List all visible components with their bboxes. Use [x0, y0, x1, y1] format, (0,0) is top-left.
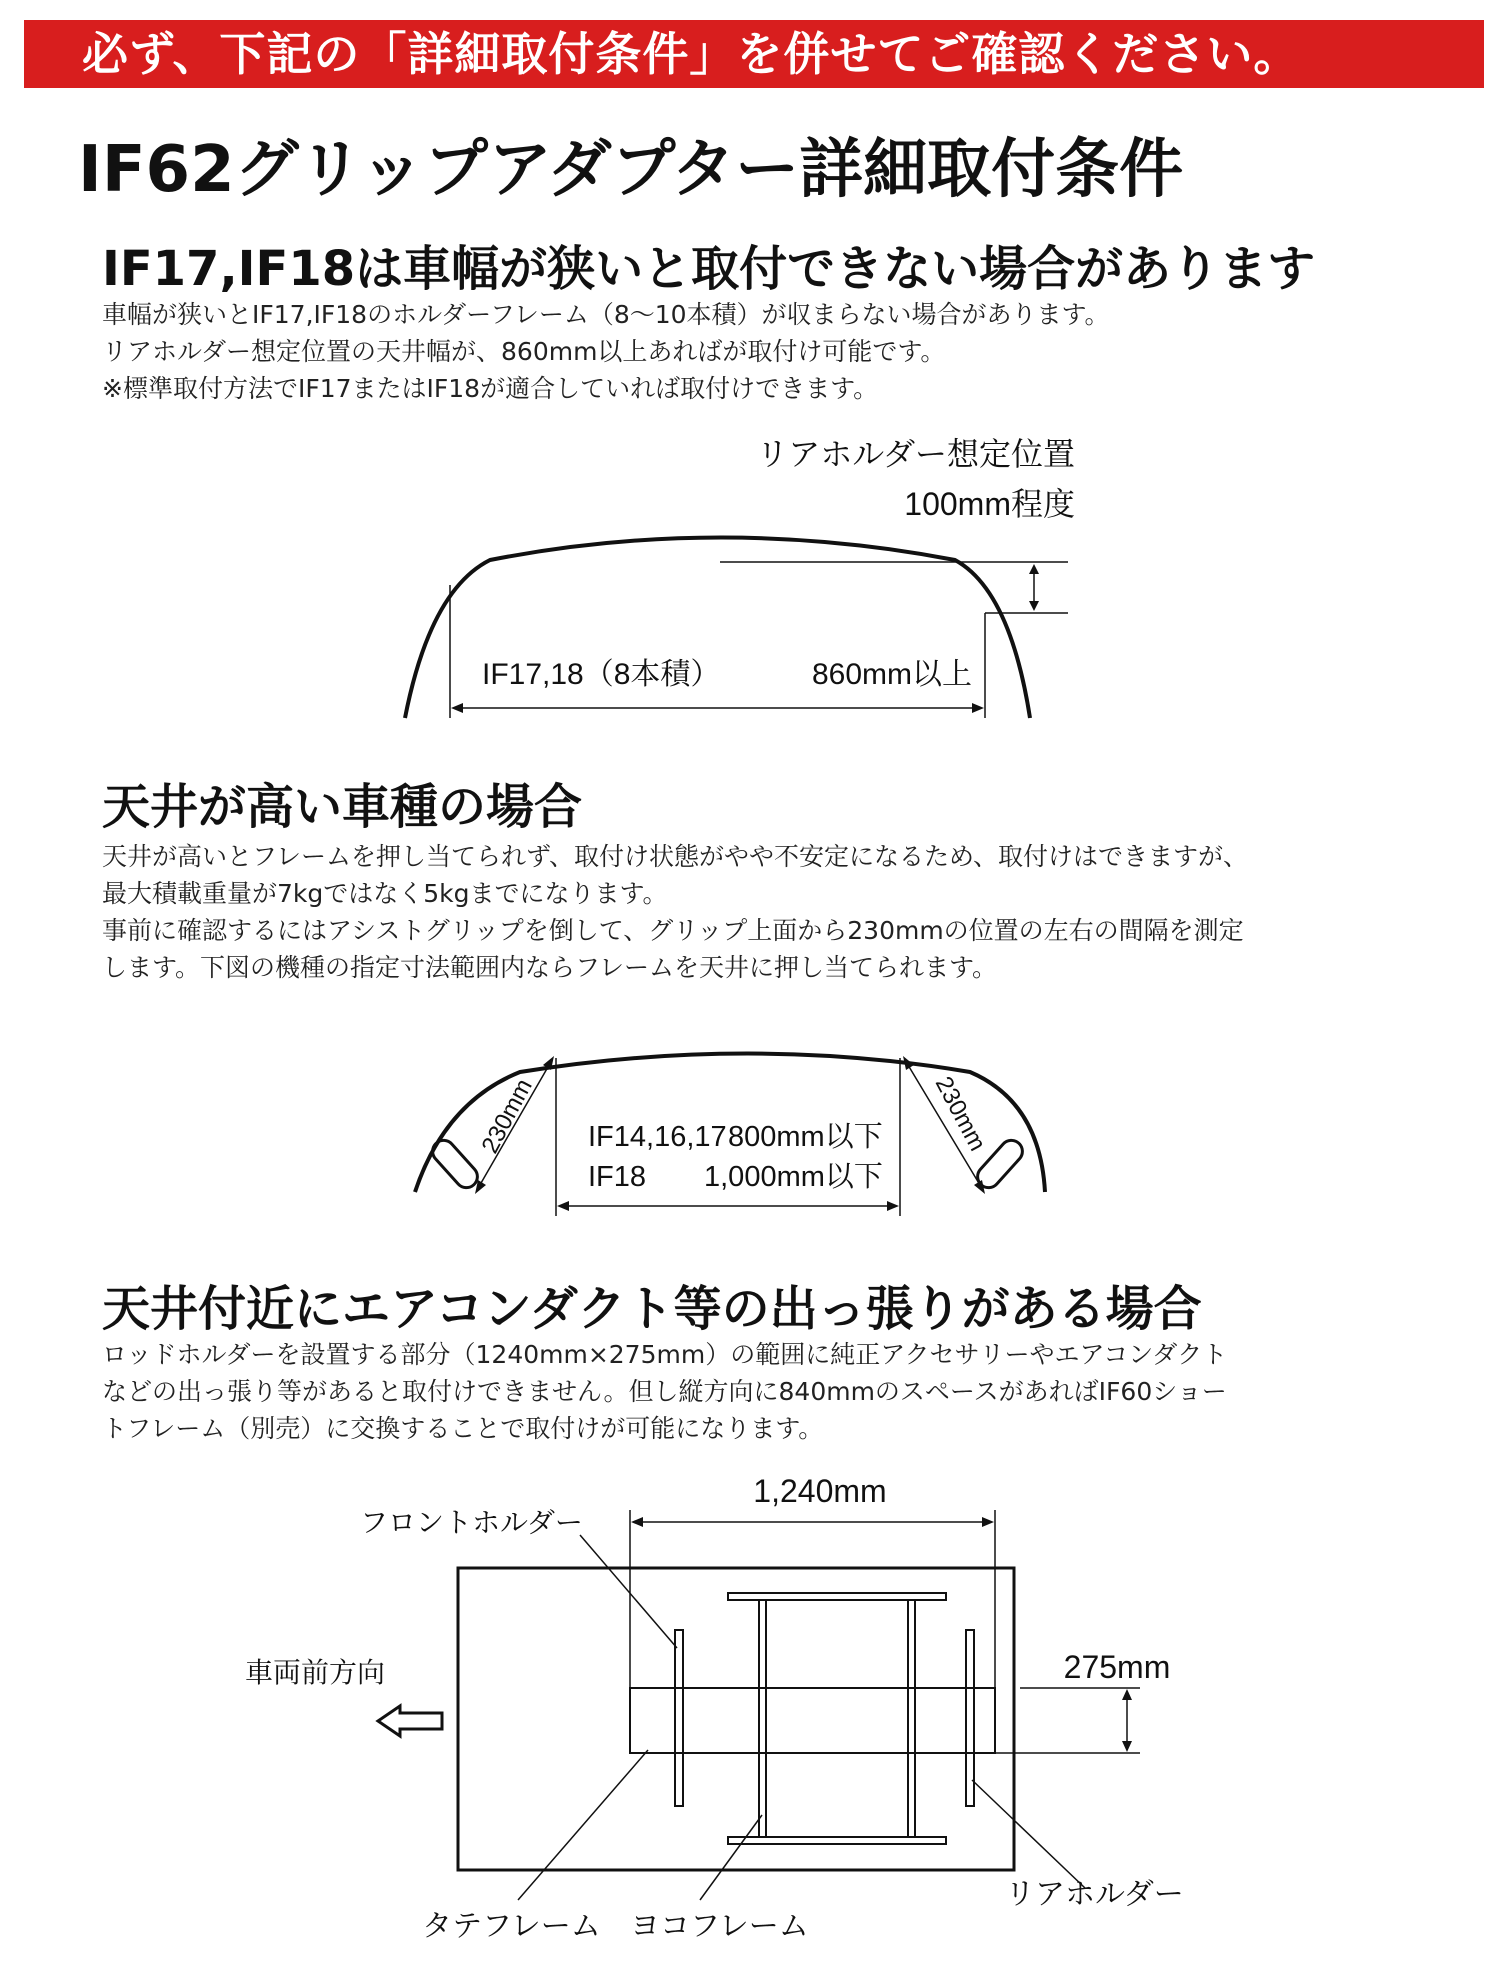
section1-line: リアホルダー想定位置の天井幅が、860mm以上あればが取付け可能です。 — [102, 337, 946, 366]
section2-line: 最大積載重量が7kgではなく5kgまでになります。 — [102, 879, 668, 908]
arrowhead-right — [982, 1517, 994, 1527]
vertical-frame-label: タテフレーム — [422, 1910, 601, 1943]
arrowhead-down — [1029, 601, 1039, 611]
model-label: IF17,18（8本積） — [482, 658, 721, 691]
horizontal-frame-bottom — [728, 1837, 946, 1844]
row2-value: 1,000mm以下 — [704, 1161, 883, 1193]
depth-dimension-label: 275mm — [1063, 1649, 1171, 1685]
section2-line: 天井が高いとフレームを押し当てられず、取付け状態がやや不安定になるため、取付けはできますが、 — [102, 842, 1249, 871]
direction-label: 車両前方向 — [245, 1657, 386, 1688]
left-grip-icon — [428, 1136, 482, 1192]
section3-line: などの出っ張り等があると取付けできません。但し縦方向に840mmのスペースがあればIF60ショー — [102, 1377, 1227, 1406]
narrow-roof-diagram — [0, 420, 1500, 730]
high-roof-diagram — [0, 1020, 1500, 1240]
rear-holder-leader — [972, 1780, 1085, 1888]
notice-banner: 必ず、下記の「詳細取付条件」を併せてご確認ください。 — [24, 20, 1484, 88]
row1-value: 800mm以下 — [728, 1121, 883, 1153]
section1-line: 車幅が狭いとIF17,IF18のホルダーフレーム（8〜10本積）が収まらない場合があります。 — [102, 300, 1110, 329]
vertical-frame-left — [759, 1600, 766, 1837]
section1-heading: IF17,IF18は車幅が狭いと取付できない場合があります — [102, 241, 1316, 297]
vertical-frame-right — [908, 1600, 915, 1837]
section2-line: 事前に確認するにはアシストグリップを倒して、グリップ上面から230mmの位置の左右の間隔を測定 — [102, 916, 1244, 945]
arrowhead-down — [1122, 1741, 1132, 1752]
arrowhead-right — [887, 1201, 899, 1211]
arrowhead-up — [1122, 1689, 1132, 1700]
rear-holder-position-label: リアホルダー想定位置 — [756, 436, 1075, 472]
horizontal-frame-leader — [700, 1815, 762, 1900]
page-title: IF62グリップアダプター詳細取付条件 — [78, 133, 1184, 207]
layout-diagram — [0, 1460, 1500, 1960]
right-230-label: 230mm — [929, 1072, 992, 1156]
section2-line: します。下図の機種の指定寸法範囲内ならフレームを天井に押し当てられます。 — [102, 953, 998, 982]
mounting-zone — [630, 1688, 995, 1753]
section3-text — [102, 1336, 1432, 1447]
arrow-left-icon — [378, 1706, 442, 1736]
rear-holder-label: リアホルダー — [1005, 1878, 1184, 1911]
width-label: 860mm以上 — [811, 658, 972, 691]
section3-line: トフレーム（別売）に交換することで取付けが可能になります。 — [102, 1414, 824, 1443]
front-holder-label: フロントホルダー — [360, 1507, 583, 1538]
height-label: 100mm程度 — [904, 486, 1075, 522]
arrowhead-right — [972, 703, 984, 713]
section3-heading: 天井付近にエアコンダクト等の出っ張りがある場合 — [102, 1281, 1202, 1337]
arrowhead-left — [631, 1517, 643, 1527]
left-230-label: 230mm — [476, 1074, 538, 1158]
arrowhead — [974, 1180, 985, 1194]
front-holder — [675, 1630, 683, 1806]
section2-heading: 天井が高い車種の場合 — [102, 779, 583, 835]
section2-text — [102, 838, 1432, 986]
horizontal-frame-top — [728, 1593, 946, 1600]
row1-model: IF14,16,17 — [588, 1121, 727, 1153]
arrowhead-left — [557, 1201, 569, 1211]
roof-area — [458, 1568, 1014, 1870]
width-dimension-label: 1,240mm — [753, 1473, 887, 1509]
section3-line: ロッドホルダーを設置する部分（1240mm×275mm）の範囲に純正アクセサリーやエアコンダクト — [102, 1340, 1228, 1369]
section1-line: ※標準取付方法でIF17またはIF18が適合していれば取付けできます。 — [102, 374, 879, 403]
horizontal-frame-label: ヨコフレーム — [630, 1910, 809, 1943]
section1-text — [102, 296, 1432, 407]
arrowhead-up — [1029, 564, 1039, 574]
row2-model: IF18 — [588, 1161, 647, 1193]
front-holder-leader — [580, 1535, 677, 1648]
rear-holder — [966, 1630, 974, 1806]
arrowhead-left — [451, 703, 463, 713]
vertical-frame-leader — [518, 1750, 648, 1900]
